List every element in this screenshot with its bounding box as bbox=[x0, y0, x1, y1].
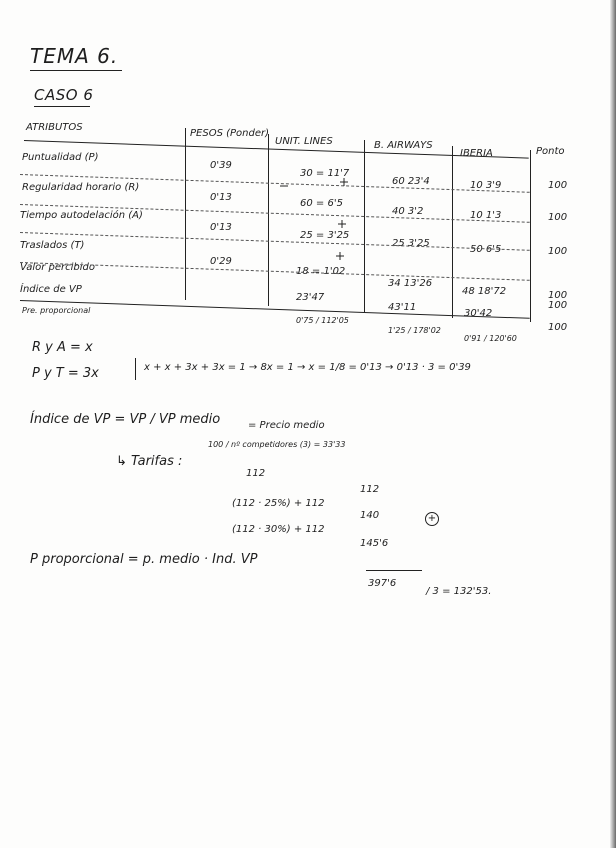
header-b-airways: B. AIRWAYS bbox=[374, 140, 433, 151]
row-label: Regularidad horario (R) bbox=[22, 182, 140, 193]
cell-unit: 60 = 6'5 bbox=[300, 198, 343, 209]
cell-peso: 0'13 bbox=[210, 222, 232, 233]
equation-line: x + x + 3x + 3x = 1 → 8x = 1 → x = 1/8 = 0'13 → 0'13 · 3 = 0'39 bbox=[144, 362, 471, 373]
equation-note: 100 / nº competidores (3) = 33'33 bbox=[208, 440, 346, 449]
cell-unit: 0'75 / 112'05 bbox=[296, 316, 349, 325]
tarifas-label: ↳ Tarifas : bbox=[116, 454, 183, 469]
header-ponto: Ponto bbox=[536, 146, 565, 157]
cell-ponto: 100 bbox=[548, 322, 568, 333]
cell-iberia: 50 6'5 bbox=[470, 244, 502, 255]
cell-iberia: 0'91 / 120'60 bbox=[464, 334, 517, 343]
page-title: TEMA 6. bbox=[30, 44, 119, 68]
tarifa-left: (112 · 25%) + 112 bbox=[232, 498, 325, 509]
equation-note: = Precio medio bbox=[248, 420, 325, 431]
header-iberia: IBERIA bbox=[460, 148, 493, 159]
sum-division: / 3 = 132'53. bbox=[426, 586, 492, 597]
cell-ba: 34 13'26 bbox=[388, 278, 433, 289]
tarifa-right: 112 bbox=[360, 484, 380, 495]
equation-line: R y A = x bbox=[32, 340, 93, 355]
sum-value: 397'6 bbox=[368, 578, 397, 589]
cell-ba: 60 23'4 bbox=[392, 176, 430, 187]
row-label: Traslados (T) bbox=[20, 240, 85, 251]
cell-ponto: 100 bbox=[548, 290, 568, 301]
tarifa-right: 145'6 bbox=[360, 538, 389, 549]
row-label: Índice de VP bbox=[20, 284, 82, 295]
tarifa-left: (112 · 30%) + 112 bbox=[232, 524, 325, 535]
cell-iberia: 30'42 bbox=[464, 308, 493, 319]
header-unit-lines: UNIT. LINES bbox=[275, 136, 333, 147]
equation-line: Índice de VP = VP / VP medio bbox=[30, 412, 221, 427]
row-label: Puntualidad (P) bbox=[22, 152, 99, 163]
cell-unit: 25 = 3'25 bbox=[300, 230, 350, 241]
cell-unit: 30 = 11'7 bbox=[300, 168, 350, 179]
cell-ponto: 100 bbox=[548, 180, 568, 191]
cell-peso: 0'39 bbox=[210, 160, 232, 171]
cell-unit: 23'47 bbox=[296, 292, 325, 303]
equation-line: P y T = 3x bbox=[32, 366, 99, 381]
cell-unit: 18 = 1'02 bbox=[296, 266, 346, 277]
row-label: Valor percibido bbox=[20, 262, 95, 273]
cell-ba: 1'25 / 178'02 bbox=[388, 326, 441, 335]
cell-iberia: 10 1'3 bbox=[470, 210, 502, 221]
cell-ba: 43'11 bbox=[388, 302, 417, 313]
cell-ba: 40 3'2 bbox=[392, 206, 424, 217]
cell-peso: 0'29 bbox=[210, 256, 232, 267]
cell-ba: 25 3'25 bbox=[392, 238, 430, 249]
row-label: Tiempo autodelación (A) bbox=[20, 210, 143, 221]
cell-peso: 0'13 bbox=[210, 192, 232, 203]
header-pesos: PESOS (Ponder) bbox=[190, 128, 269, 139]
cell-ponto: 100 bbox=[548, 212, 568, 223]
row-label: Pre. proporcional bbox=[22, 306, 91, 315]
case-title: CASO 6 bbox=[34, 86, 94, 104]
header-atributos: ATRIBUTOS bbox=[26, 122, 83, 133]
tarifa-left: 112 bbox=[246, 468, 266, 479]
cell-ponto: 100 bbox=[548, 300, 568, 311]
cell-iberia: 10 3'9 bbox=[470, 180, 502, 191]
cell-iberia: 48 18'72 bbox=[462, 286, 507, 297]
equation-line: P proporcional = p. medio · Ind. VP bbox=[30, 552, 258, 567]
tarifa-right: 140 bbox=[360, 510, 380, 521]
cell-ponto: 100 bbox=[548, 246, 568, 257]
plus-circle-icon: + bbox=[425, 512, 439, 526]
